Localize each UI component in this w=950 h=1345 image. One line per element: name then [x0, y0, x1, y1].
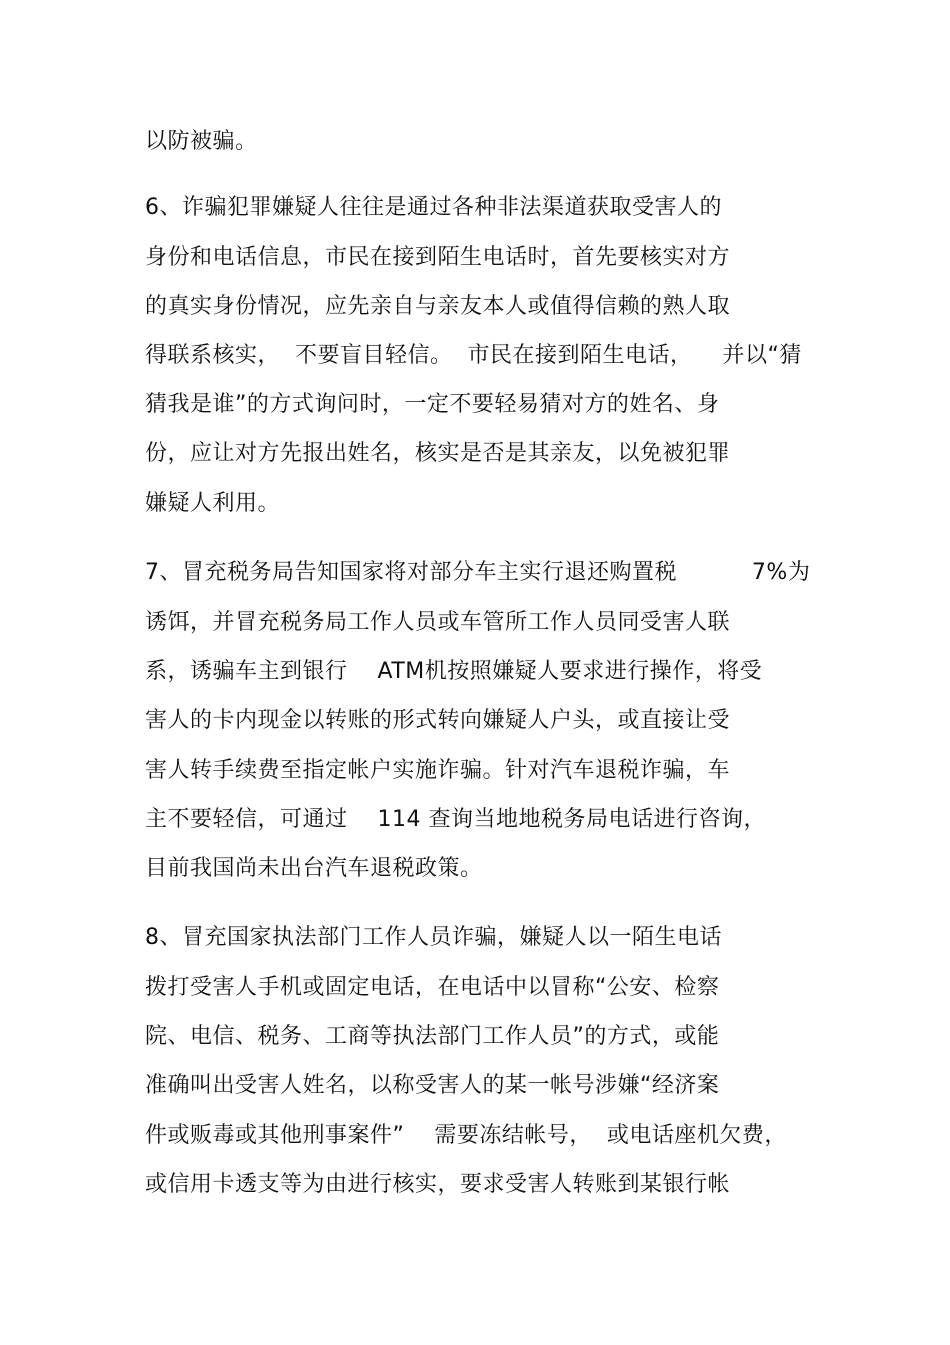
text-line: 害人转手续费至指定帐户实施诈骗。针对汽车退税诈骗，车	[145, 758, 731, 783]
text-line: 目前我国尚未出台汽车退税政策。	[145, 856, 483, 881]
text-line: 身份和电话信息，市民在接到陌生电话时，首先要核实对方	[145, 245, 731, 270]
text-line: 拨打受害人手机或固定电话，在电话中以冒称“公安、检察	[145, 975, 720, 1000]
text-line: 害人的卡内现金以转账的形式转向嫌疑人户头，或直接让受	[145, 708, 731, 733]
text-line: 6、诈骗犯罪嫌疑人往往是通过各种非法渠道获取受害人的	[145, 195, 722, 220]
text-line: 8、冒充国家执法部门工作人员诈骗，嫌疑人以一陌生电话	[145, 925, 722, 950]
text-line: 主不要轻信，可通过 114 查询当地地税务局电话进行咨询，	[145, 807, 766, 832]
text-line: 或信用卡透支等为由进行核实，要求受害人转账到某银行帐	[145, 1172, 731, 1197]
text-line: 诱饵，并冒充税务局工作人员或车管所工作人员同受害人联	[145, 610, 731, 635]
text-line: 件或贩毒或其他刑事案件” 需要冻结帐号， 或电话座机欠费，	[145, 1123, 787, 1148]
text-line: 7、冒充税务局告知国家将对部分车主实行退还购置税 7%为	[145, 560, 811, 585]
text-line: 院、电信、税务、工商等执法部门工作人员”的方式，或能	[145, 1024, 720, 1049]
text-line: 系，诱骗车主到银行 ATM机按照嫌疑人要求进行操作，将受	[145, 659, 763, 684]
text-line: 嫌疑人利用。	[145, 491, 281, 516]
text-line: 的真实身份情况，应先亲自与亲友本人或值得信赖的熟人取	[145, 294, 731, 319]
text-line: 以防被骗。	[145, 129, 258, 154]
text-line: 份，应让对方先报出姓名，核实是否是其亲友，以免被犯罪	[145, 441, 731, 466]
text-line: 得联系核实， 不要盲目轻信。 市民在接到陌生电话， 并以“猜	[145, 343, 802, 368]
text-line: 猜我是谁”的方式询问时，一定不要轻易猜对方的姓名、身	[145, 392, 720, 417]
text-line: 准确叫出受害人姓名，以称受害人的某一帐号涉嫌“经济案	[145, 1073, 720, 1098]
